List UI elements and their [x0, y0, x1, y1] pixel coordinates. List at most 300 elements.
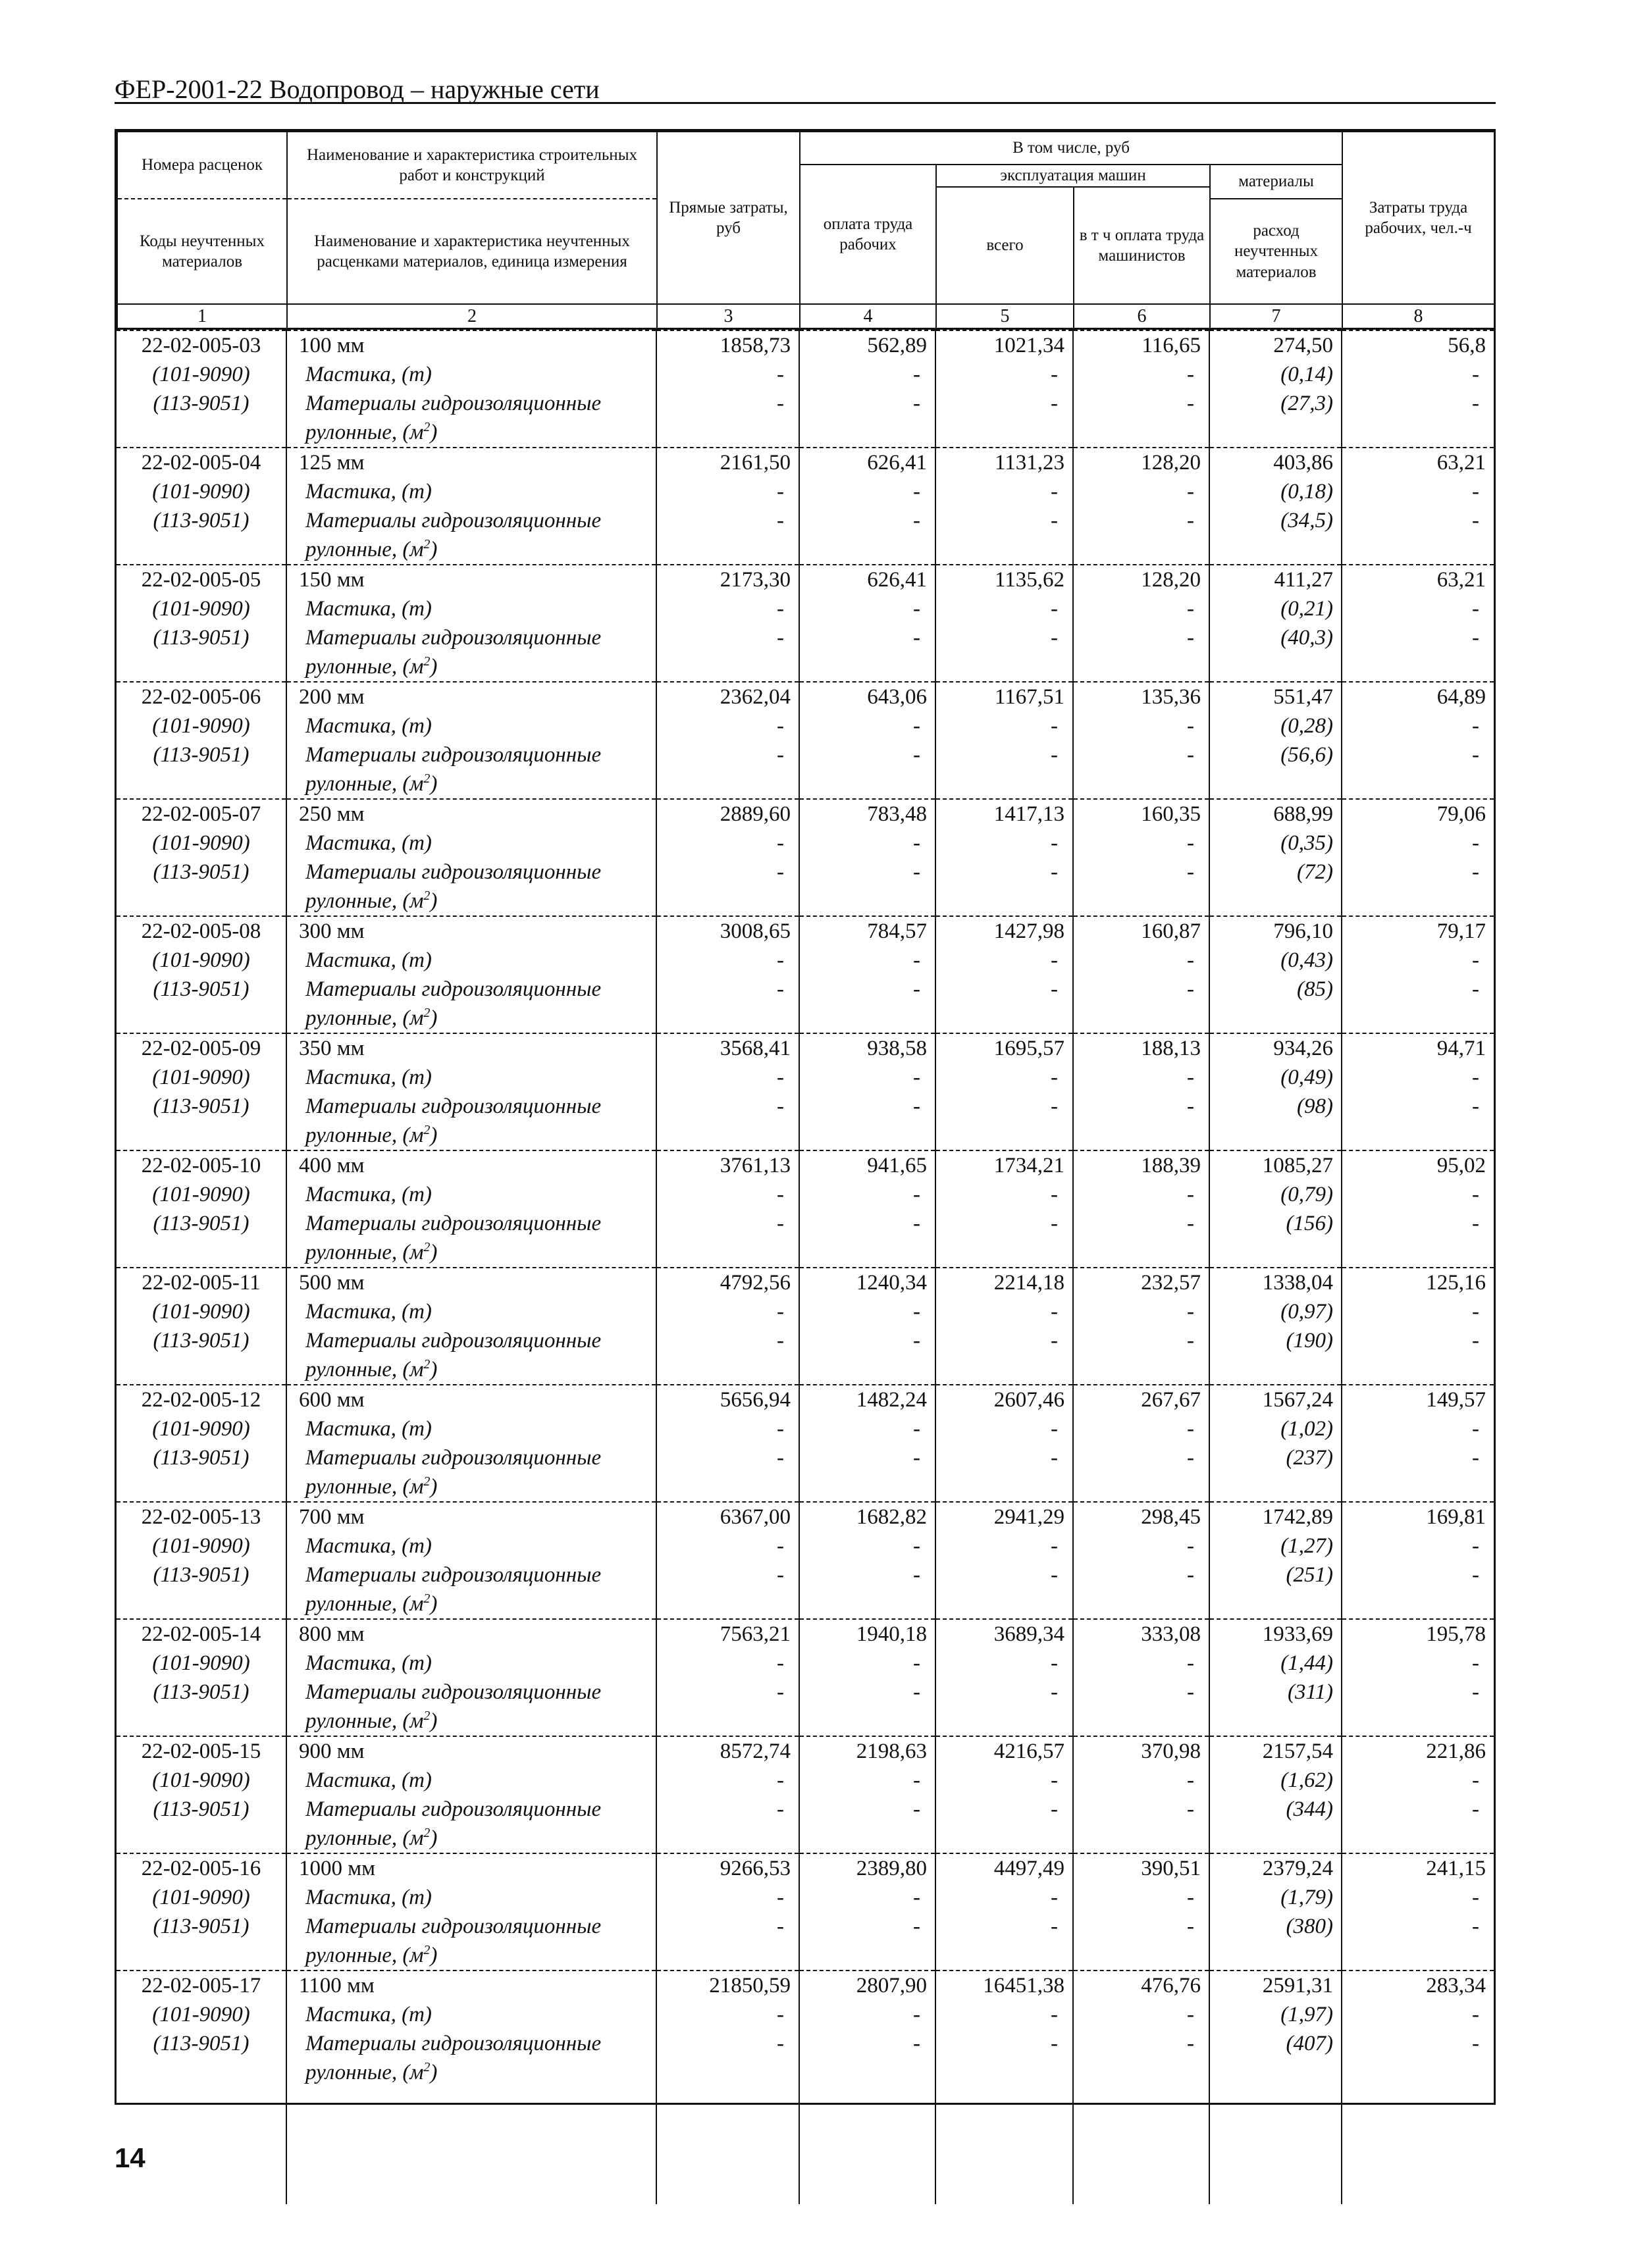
empty-dash: -	[656, 1414, 799, 1443]
blank-cell	[1209, 1824, 1342, 1853]
blank-cell	[1342, 2058, 1494, 2087]
material-code: (113-9051)	[153, 977, 249, 1001]
blank-cell	[1209, 1355, 1342, 1385]
material-unit-row	[117, 1941, 1494, 1971]
empty-dash: -	[799, 858, 935, 887]
work-name: 300 мм	[286, 916, 656, 946]
empty-dash: -	[1073, 711, 1209, 740]
empty-dash: -	[935, 623, 1073, 652]
blank-cell	[799, 1238, 935, 1268]
material-consumption: (34,5)	[1209, 506, 1342, 535]
blank-cell	[656, 1589, 799, 1619]
empty-dash: -	[656, 740, 799, 769]
materials-cost: 2157,54	[1209, 1736, 1342, 1766]
empty-dash: -	[799, 1795, 935, 1824]
blank-cell	[656, 887, 799, 916]
blank-cell	[1073, 1707, 1209, 1736]
empty-dash: -	[1342, 1766, 1494, 1795]
empty-dash: -	[1342, 975, 1494, 1004]
empty-dash: -	[1342, 711, 1494, 740]
empty-dash: -	[935, 740, 1073, 769]
blank-cell	[656, 1472, 799, 1502]
empty-dash: -	[799, 360, 935, 389]
empty-dash: -	[799, 740, 935, 769]
empty-dash: -	[935, 1649, 1073, 1678]
worker-pay: 626,41	[799, 565, 935, 594]
rate-code: 22-02-005-13	[117, 1502, 286, 1532]
labor-hours: 64,89	[1342, 682, 1494, 711]
blank-cell	[799, 769, 935, 799]
empty-dash: -	[1342, 477, 1494, 506]
empty-dash: -	[656, 711, 799, 740]
machine-total: 1427,98	[935, 916, 1073, 946]
blank-cell	[1209, 1707, 1342, 1736]
material-row	[117, 389, 1494, 418]
table-header	[117, 131, 1495, 330]
blank-cell	[1073, 1472, 1209, 1502]
empty-dash: -	[1342, 2029, 1494, 2058]
material-consumption: (0,79)	[1209, 1180, 1342, 1209]
column-number: 4	[800, 304, 936, 329]
material-name: Мастика, (т)	[286, 1414, 656, 1443]
header-rule	[115, 102, 1496, 104]
column-number: 7	[1210, 304, 1342, 329]
empty-dash: -	[656, 1912, 799, 1941]
materials-cost: 403,86	[1209, 448, 1342, 477]
column-number: 2	[287, 304, 657, 329]
worker-pay: 2389,80	[799, 1853, 935, 1883]
empty-dash: -	[1342, 740, 1494, 769]
empty-dash: -	[1073, 2029, 1209, 2058]
material-row	[117, 711, 1494, 740]
material-row	[117, 1532, 1494, 1560]
empty-dash: -	[1073, 506, 1209, 535]
blank-cell	[117, 652, 286, 682]
work-name: 1100 мм	[286, 1971, 656, 2000]
rate-row	[117, 682, 1494, 711]
blank-cell	[1073, 535, 1209, 565]
empty-dash: -	[1073, 1209, 1209, 1238]
machinist-pay: 370,98	[1073, 1736, 1209, 1766]
blank-cell	[1342, 1941, 1494, 1971]
column-number: 6	[1074, 304, 1210, 329]
material-unit: рулонные, $(м^2)$	[286, 769, 656, 799]
material-unit: рулонные, $(м^2)$	[286, 1472, 656, 1502]
material-name: Мастика, (т)	[286, 1063, 656, 1092]
material-name: Мастика, (т)	[286, 1766, 656, 1795]
empty-dash: -	[1073, 2000, 1209, 2029]
blank-cell	[935, 1707, 1073, 1736]
empty-dash: -	[656, 506, 799, 535]
blank-cell	[935, 1824, 1073, 1853]
material-code: (113-9051)	[153, 1797, 249, 1821]
direct-costs: 3761,13	[656, 1150, 799, 1180]
material-row	[117, 506, 1494, 535]
empty-dash: -	[799, 1766, 935, 1795]
material-row	[117, 1912, 1494, 1941]
worker-pay: 1240,34	[799, 1268, 935, 1297]
labor-hours: 125,16	[1342, 1268, 1494, 1297]
blank-cell	[1073, 1589, 1209, 1619]
machinist-pay: 390,51	[1073, 1853, 1209, 1883]
empty-dash: -	[935, 1532, 1073, 1560]
empty-dash: -	[799, 711, 935, 740]
empty-dash: -	[799, 623, 935, 652]
worker-pay: 783,48	[799, 799, 935, 829]
blank-cell	[1073, 1824, 1209, 1853]
empty-dash: -	[935, 1443, 1073, 1472]
blank-cell	[1209, 1121, 1342, 1150]
machinist-pay: 333,08	[1073, 1619, 1209, 1649]
direct-costs: 3008,65	[656, 916, 799, 946]
empty-dash: -	[1073, 1678, 1209, 1707]
material-code: (101-9090)	[152, 1768, 250, 1792]
machine-total: 4497,49	[935, 1853, 1073, 1883]
rate-code: 22-02-005-05	[117, 565, 286, 594]
direct-costs: 4792,56	[656, 1268, 799, 1297]
empty-dash: -	[656, 946, 799, 975]
direct-costs: 5656,94	[656, 1385, 799, 1414]
machine-total: 1167,51	[935, 682, 1073, 711]
empty-dash: -	[1342, 829, 1494, 858]
machine-total: 2214,18	[935, 1268, 1073, 1297]
machinist-pay: 298,45	[1073, 1502, 1209, 1532]
blank-cell	[1342, 1121, 1494, 1150]
material-consumption: (40,3)	[1209, 623, 1342, 652]
work-name: 125 мм	[286, 448, 656, 477]
material-unit-row	[117, 535, 1494, 565]
work-name: 800 мм	[286, 1619, 656, 1649]
blank-cell	[799, 535, 935, 565]
material-name: Мастика, (т)	[286, 2000, 656, 2029]
materials-cost: 1742,89	[1209, 1502, 1342, 1532]
direct-costs: 7563,21	[656, 1619, 799, 1649]
material-code: (113-9051)	[153, 742, 249, 767]
worker-pay: 562,89	[799, 330, 935, 360]
material-row	[117, 858, 1494, 887]
empty-dash: -	[799, 829, 935, 858]
machinist-pay: 135,36	[1073, 682, 1209, 711]
empty-dash: -	[1342, 360, 1494, 389]
empty-dash: -	[656, 389, 799, 418]
empty-dash: -	[1073, 740, 1209, 769]
empty-dash: -	[935, 1297, 1073, 1326]
material-unit-row	[117, 769, 1494, 799]
blank-cell	[1209, 1238, 1342, 1268]
blank-cell	[1342, 535, 1494, 565]
machinist-pay: 128,20	[1073, 565, 1209, 594]
material-name: Материалы гидроизоляционные	[286, 1326, 656, 1355]
material-code: (113-9051)	[153, 1094, 249, 1118]
blank-cell	[117, 1472, 286, 1502]
blank-cell	[656, 1004, 799, 1033]
header-materials: материалы	[1210, 165, 1342, 199]
material-name: Материалы гидроизоляционные	[286, 1795, 656, 1824]
labor-hours: 169,81	[1342, 1502, 1494, 1532]
empty-dash: -	[799, 1532, 935, 1560]
material-name: Мастика, (т)	[286, 1649, 656, 1678]
worker-pay: 626,41	[799, 448, 935, 477]
blank-cell	[1209, 887, 1342, 916]
empty-dash: -	[1073, 477, 1209, 506]
material-consumption: (85)	[1209, 975, 1342, 1004]
empty-dash: -	[935, 1883, 1073, 1912]
work-name: 600 мм	[286, 1385, 656, 1414]
blank-cell	[935, 1238, 1073, 1268]
worker-pay: 643,06	[799, 682, 935, 711]
material-code: (101-9090)	[152, 1182, 250, 1206]
blank-cell	[117, 1824, 286, 1853]
material-row	[117, 1766, 1494, 1795]
materials-cost: 1085,27	[1209, 1150, 1342, 1180]
material-row	[117, 740, 1494, 769]
blank-cell	[656, 1238, 799, 1268]
material-unit: рулонные, $(м^2)$	[286, 1941, 656, 1971]
rate-row	[117, 1853, 1494, 1883]
empty-dash: -	[799, 506, 935, 535]
machine-total: 1734,21	[935, 1150, 1073, 1180]
material-code: (101-9090)	[152, 831, 250, 855]
machinist-pay: 128,20	[1073, 448, 1209, 477]
empty-dash: -	[799, 389, 935, 418]
empty-dash: -	[1342, 946, 1494, 975]
blank-cell	[935, 1355, 1073, 1385]
empty-dash: -	[656, 360, 799, 389]
empty-dash: -	[935, 946, 1073, 975]
blank-cell	[656, 535, 799, 565]
material-unit-row	[117, 1589, 1494, 1619]
empty-dash: -	[656, 1326, 799, 1355]
header-labor: Затраты труда рабочих, чел.-ч	[1342, 132, 1494, 304]
empty-dash: -	[656, 1092, 799, 1121]
material-name: Материалы гидроизоляционные	[286, 1912, 656, 1941]
material-consumption: (72)	[1209, 858, 1342, 887]
material-name: Материалы гидроизоляционные	[286, 1209, 656, 1238]
blank-cell	[117, 1121, 286, 1150]
direct-costs: 2161,50	[656, 448, 799, 477]
material-unit: рулонные, $(м^2)$	[286, 887, 656, 916]
empty-dash: -	[1342, 389, 1494, 418]
material-consumption: (237)	[1209, 1443, 1342, 1472]
blank-cell	[1073, 887, 1209, 916]
empty-dash: -	[1342, 1443, 1494, 1472]
empty-dash: -	[1342, 1063, 1494, 1092]
blank-cell	[117, 1238, 286, 1268]
rate-row	[117, 448, 1494, 477]
material-name: Материалы гидроизоляционные	[286, 506, 656, 535]
blank-cell	[799, 1941, 935, 1971]
material-code: (101-9090)	[152, 1533, 250, 1558]
material-row	[117, 623, 1494, 652]
blank-cell	[1342, 769, 1494, 799]
material-consumption: (1,44)	[1209, 1649, 1342, 1678]
rate-code: 22-02-005-07	[117, 799, 286, 829]
work-name: 100 мм	[286, 330, 656, 360]
material-unit: рулонные, $(м^2)$	[286, 2058, 656, 2087]
material-unit-row	[117, 1707, 1494, 1736]
empty-dash: -	[935, 1560, 1073, 1589]
blank-cell	[1073, 1004, 1209, 1033]
material-name: Материалы гидроизоляционные	[286, 389, 656, 418]
blank-cell	[935, 769, 1073, 799]
empty-dash: -	[1073, 594, 1209, 623]
material-name: Мастика, (т)	[286, 477, 656, 506]
empty-dash: -	[1342, 1883, 1494, 1912]
column-number: 5	[936, 304, 1074, 329]
work-name: 400 мм	[286, 1150, 656, 1180]
machinist-pay: 160,35	[1073, 799, 1209, 829]
rate-row	[117, 330, 1494, 360]
material-consumption: (1,62)	[1209, 1766, 1342, 1795]
machine-total: 1021,34	[935, 330, 1073, 360]
empty-dash: -	[656, 594, 799, 623]
blank-cell	[1073, 769, 1209, 799]
material-unit-row	[117, 1238, 1494, 1268]
empty-dash: -	[799, 1414, 935, 1443]
blank-cell	[1342, 1238, 1494, 1268]
empty-dash: -	[935, 1766, 1073, 1795]
material-unit: рулонные, $(м^2)$	[286, 1121, 656, 1150]
material-consumption: (0,43)	[1209, 946, 1342, 975]
rate-code: 22-02-005-06	[117, 682, 286, 711]
blank-cell	[935, 2058, 1073, 2087]
empty-dash: -	[656, 1297, 799, 1326]
materials-cost: 796,10	[1209, 916, 1342, 946]
blank-cell	[1209, 2058, 1342, 2087]
material-unit-row	[117, 1355, 1494, 1385]
header-unaccounted-materials: расход неучтенных материалов	[1210, 199, 1342, 304]
materials-cost: 1338,04	[1209, 1268, 1342, 1297]
material-name: Мастика, (т)	[286, 594, 656, 623]
blank-cell	[799, 887, 935, 916]
material-unit-row	[117, 1824, 1494, 1853]
material-name: Мастика, (т)	[286, 360, 656, 389]
empty-dash: -	[1073, 946, 1209, 975]
machine-total: 2607,46	[935, 1385, 1073, 1414]
material-consumption: (0,49)	[1209, 1063, 1342, 1092]
empty-dash: -	[656, 477, 799, 506]
work-name: 500 мм	[286, 1268, 656, 1297]
empty-dash: -	[935, 1678, 1073, 1707]
material-consumption: (0,35)	[1209, 829, 1342, 858]
work-name: 250 мм	[286, 799, 656, 829]
blank-cell	[1342, 1004, 1494, 1033]
blank-cell	[1209, 1004, 1342, 1033]
empty-dash: -	[656, 858, 799, 887]
material-row	[117, 946, 1494, 975]
material-row	[117, 1209, 1494, 1238]
material-name: Материалы гидроизоляционные	[286, 1678, 656, 1707]
blank-cell	[935, 887, 1073, 916]
materials-cost: 2379,24	[1209, 1853, 1342, 1883]
blank-cell	[1342, 1589, 1494, 1619]
rates-table	[115, 129, 1496, 2105]
material-unit: рулонные, $(м^2)$	[286, 1238, 656, 1268]
rate-row	[117, 916, 1494, 946]
blank-cell	[656, 1355, 799, 1385]
blank-cell	[1073, 1941, 1209, 1971]
blank-cell	[656, 1707, 799, 1736]
material-row	[117, 829, 1494, 858]
empty-dash: -	[799, 1678, 935, 1707]
empty-dash: -	[656, 1766, 799, 1795]
blank-cell	[1209, 535, 1342, 565]
material-unit: рулонные, $(м^2)$	[286, 418, 656, 448]
labor-hours: 149,57	[1342, 1385, 1494, 1414]
empty-dash: -	[799, 1326, 935, 1355]
blank-cell	[117, 1589, 286, 1619]
material-unit: рулонные, $(м^2)$	[286, 1707, 656, 1736]
empty-dash: -	[799, 2029, 935, 2058]
empty-dash: -	[935, 711, 1073, 740]
material-name: Материалы гидроизоляционные	[286, 2029, 656, 2058]
empty-dash: -	[656, 1209, 799, 1238]
material-code: (101-9090)	[152, 362, 250, 386]
empty-dash: -	[656, 623, 799, 652]
material-unit-row	[117, 887, 1494, 916]
empty-dash: -	[1073, 1532, 1209, 1560]
labor-hours: 241,15	[1342, 1853, 1494, 1883]
material-row	[117, 1678, 1494, 1707]
machinist-pay: 188,13	[1073, 1033, 1209, 1063]
labor-hours: 56,8	[1342, 330, 1494, 360]
direct-costs: 21850,59	[656, 1971, 799, 2000]
material-name: Материалы гидроизоляционные	[286, 623, 656, 652]
empty-dash: -	[935, 1795, 1073, 1824]
material-name: Мастика, (т)	[286, 1297, 656, 1326]
direct-costs: 8572,74	[656, 1736, 799, 1766]
empty-dash: -	[935, 975, 1073, 1004]
material-unit: рулонные, $(м^2)$	[286, 1824, 656, 1853]
empty-dash: -	[1073, 1414, 1209, 1443]
rate-code: 22-02-005-14	[117, 1619, 286, 1649]
empty-dash: -	[1342, 594, 1494, 623]
material-code: (101-9090)	[152, 1299, 250, 1324]
blank-cell	[656, 1941, 799, 1971]
machine-total: 3689,34	[935, 1619, 1073, 1649]
blank-cell	[117, 769, 286, 799]
material-code: (101-9090)	[152, 1885, 250, 1909]
material-name: Мастика, (т)	[286, 711, 656, 740]
blank-cell	[935, 535, 1073, 565]
material-consumption: (407)	[1209, 2029, 1342, 2058]
empty-dash: -	[1073, 829, 1209, 858]
blank-cell	[935, 652, 1073, 682]
empty-dash: -	[935, 1180, 1073, 1209]
material-name: Мастика, (т)	[286, 946, 656, 975]
material-row	[117, 1649, 1494, 1678]
blank-cell	[117, 1355, 286, 1385]
blank-cell	[656, 418, 799, 448]
empty-dash: -	[799, 1092, 935, 1121]
blank-cell	[799, 1472, 935, 1502]
material-name: Мастика, (т)	[286, 1883, 656, 1912]
material-unit: рулонные, $(м^2)$	[286, 1589, 656, 1619]
rate-code: 22-02-005-15	[117, 1736, 286, 1766]
material-name: Материалы гидроизоляционные	[286, 1443, 656, 1472]
rate-code: 22-02-005-12	[117, 1385, 286, 1414]
blank-cell	[1342, 652, 1494, 682]
empty-dash: -	[656, 1560, 799, 1589]
empty-dash: -	[1342, 506, 1494, 535]
blank-cell	[799, 1824, 935, 1853]
rate-row	[117, 1502, 1494, 1532]
rate-row	[117, 1033, 1494, 1063]
blank-cell	[117, 2058, 286, 2087]
material-consumption: (0,14)	[1209, 360, 1342, 389]
blank-cell	[1209, 769, 1342, 799]
empty-dash: -	[799, 1063, 935, 1092]
